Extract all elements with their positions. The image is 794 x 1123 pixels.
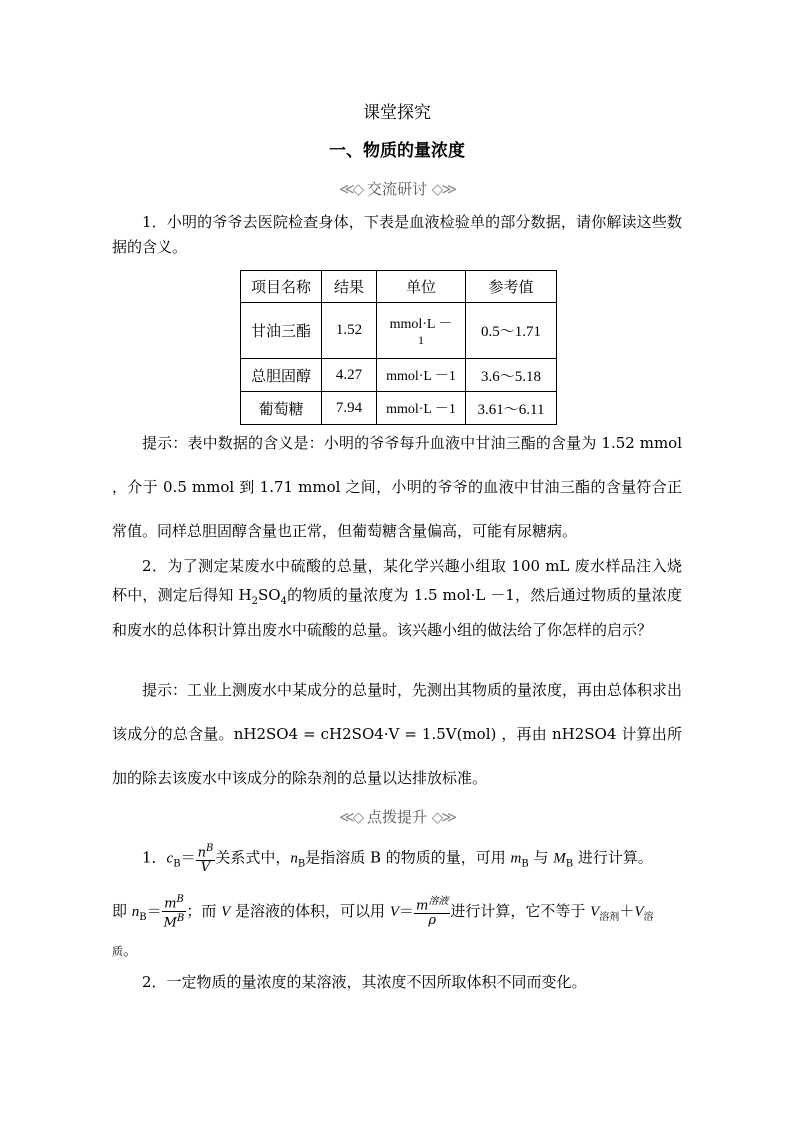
cell-name: 葡萄糖 [241, 392, 322, 425]
table-row [241, 303, 557, 359]
header-cell: 参考值 [466, 271, 557, 303]
decor-right-icon: ◇≫ [431, 808, 456, 826]
cell-name: 甘油三酯 [241, 303, 322, 359]
formula-fraction: $\frac{m^B}{M^B}$ [163, 894, 185, 931]
page-title: 课堂探究 [363, 103, 431, 123]
cell-unit: mmol·L － 1 [377, 303, 466, 359]
cell-unit: mmol·L －1 [377, 392, 466, 425]
hint-1: 提示：表中数据的含义是：小明的爷爷每升血液中甘油三酯的含量为 1.52 mmol ，介于 0.5 mmol 到 1.71 mmol 之间，小明的爷爷的血液中甘油三酯的含量符合正常值。同样总胆固醇含量也正常，但葡萄糖含量偏高，可能有尿糖病。 [112, 434, 682, 540]
decor-left-icon: ≪◇ [338, 808, 363, 826]
blood-test-table [240, 270, 557, 425]
decor-right-icon: ◇≫ [431, 180, 456, 198]
table-header-row [241, 271, 557, 303]
cell-result: 7.94 [322, 392, 377, 425]
section-header-tips: ≪◇ 点拨提升 ◇≫ [338, 808, 456, 826]
header-cell: 结果 [322, 271, 377, 303]
tip-1-line-3: 质。 [112, 941, 139, 959]
formula-fraction: $\frac{m^{溶液}}{\rho}$ [416, 896, 449, 929]
tip-1-line-2: 即 $n_B=$ $\frac{m^B}{M^B}$ ；而 V 是溶液的体积，可以用 V＝ $\frac{m^{溶液}}{\rho}$ 进行计算，它不等于 $V_{溶剂}+V_溶$ [112, 894, 654, 931]
cell-ref: 0.5～1.71 [466, 303, 557, 359]
section-header-discussion: ≪◇ 交流研讨 ◇≫ [338, 180, 456, 198]
table-row [241, 392, 557, 425]
cell-name: 总胆固醇 [241, 359, 322, 392]
table-row [241, 359, 557, 392]
hint-2: 提示：工业上测废水中某成分的总量时，先测出其物质的量浓度，再由总体积求出该成分的总含量。nH2SO4 = cH2SO4·V = 1.5V(mol) ，再由 nH2SO4 计算出所加的除去该废水中该成分的除杂剂的总量以达排放标准。 [112, 681, 683, 787]
cell-ref: 3.61～6.11 [466, 392, 557, 425]
question-2: 2．为了测定某废水中硫酸的总量，某化学兴趣小组取 100 mL 废水样品注入烧杯中，测定后得知 $H_2SO_4$的物质的量浓度为 1.5 mol·L －1，然后通过物质的量浓度和废水的总体积计算出废水中硫酸的总量。该兴趣小组的做法给了你怎样的启示？ [112, 557, 682, 639]
header-cell: 项目名称 [241, 271, 322, 303]
decor-left-icon: ≪◇ [338, 180, 363, 198]
question-1: 1．小明的爷爷去医院检查身体，下表是血液检验单的部分数据，请你解读这些数据的含义。 [112, 213, 682, 256]
tip-2: 2．一定物质的量浓度的某溶液，其浓度不因所取体积不同而变化。 [142, 973, 587, 991]
header-cell: 单位 [377, 271, 466, 303]
cell-unit: mmol·L －1 [377, 359, 466, 392]
formula-fraction: $\frac{n^B}{V}$ [197, 843, 214, 876]
cell-result: 1.52 [322, 303, 377, 359]
cell-result: 4.27 [322, 359, 377, 392]
tip-1-line-1: 1．$c_B=$ $\frac{n^B}{V}$ 关系式中，$n_B$是指溶质 B 的物质的量，可用 $m_B$ 与 $M_B$ 进行计算。 [142, 843, 653, 876]
section-title: 一、物质的量浓度 [329, 141, 465, 161]
cell-ref: 3.6～5.18 [466, 359, 557, 392]
